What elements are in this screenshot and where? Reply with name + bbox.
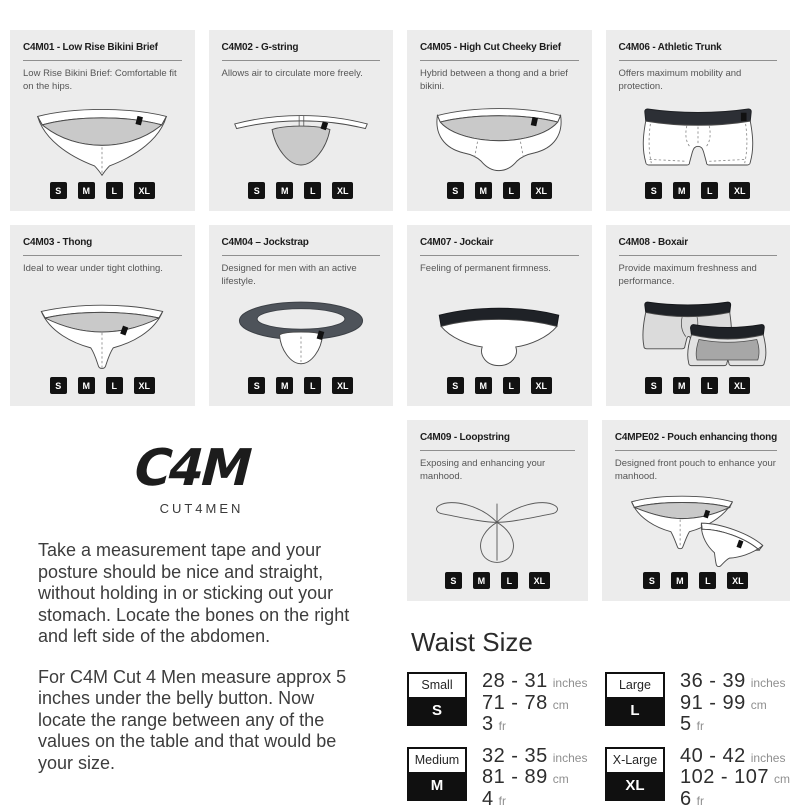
fr-value: 4	[482, 788, 494, 810]
cm-value: 91 - 99	[680, 692, 746, 714]
product-description: Provide maximum freshness and performance.	[619, 263, 778, 289]
product-card-c4m06	[606, 30, 791, 211]
unit-label: inches	[751, 751, 786, 765]
product-description: Low Rise Bikini Brief: Comfortable fit on the hips.	[23, 68, 182, 94]
size-chip-s: S	[447, 377, 464, 394]
size-chip-row	[23, 182, 182, 201]
jockstrap-illustration	[222, 290, 381, 374]
fr-value: 3	[482, 713, 494, 735]
product-title: C4M05 - High Cut Cheeky Brief	[420, 42, 579, 53]
size-entry-medium	[407, 747, 591, 811]
title-divider	[420, 255, 579, 256]
size-chip-m: M	[276, 377, 293, 394]
logo-wordmark: CUT4MEN	[10, 501, 393, 516]
size-chip-xl: XL	[729, 182, 750, 199]
product-title: C4M01 - Low Rise Bikini Brief	[23, 42, 182, 53]
size-entry-large	[605, 672, 790, 737]
low-rise-bikini-brief-illustration	[23, 95, 182, 179]
size-chip-xl: XL	[729, 377, 750, 394]
size-chip-m: M	[673, 182, 690, 199]
size-chip-l: L	[699, 572, 716, 589]
product-title: C4M09 - Loopstring	[420, 432, 575, 443]
title-divider	[420, 60, 579, 61]
size-chip-xl: XL	[531, 182, 552, 199]
unit-label: fr	[697, 794, 704, 808]
brand-logo	[10, 440, 393, 516]
product-description: Designed for men with an active lifestyle.	[222, 263, 381, 289]
athletic-trunk-illustration	[619, 95, 778, 179]
product-description: Ideal to wear under tight clothing.	[23, 263, 182, 289]
inches-value: 28 - 31	[482, 670, 548, 692]
loopstring-illustration	[420, 485, 575, 569]
measuring-instructions	[10, 540, 393, 774]
size-entry-xlarge	[605, 747, 790, 811]
product-card-c4mpe02	[602, 420, 790, 601]
size-chip-s: S	[50, 377, 67, 394]
size-name: Medium	[409, 749, 465, 772]
product-description: Hybrid between a thong and a brief bikini.	[420, 68, 579, 94]
jockair-illustration	[420, 290, 579, 374]
size-box-medium	[407, 747, 467, 801]
unit-label: cm	[553, 772, 569, 786]
g-string-illustration	[222, 95, 381, 179]
product-title: C4M07 - Jockair	[420, 237, 579, 248]
product-title: C4MPE02 - Pouch enhancing thong	[615, 432, 777, 443]
waist-size-section	[407, 627, 790, 811]
product-card-c4m01	[10, 30, 195, 211]
high-cut-cheeky-brief-illustration	[420, 95, 579, 179]
brand-and-instructions	[10, 420, 393, 811]
cm-value: 102 - 107	[680, 766, 769, 788]
size-chip-xl: XL	[727, 572, 748, 589]
size-chip-l: L	[503, 377, 520, 394]
size-chip-m: M	[276, 182, 293, 199]
size-chip-m: M	[475, 182, 492, 199]
title-divider	[420, 450, 575, 451]
size-box-xlarge	[605, 747, 665, 801]
unit-label: inches	[751, 676, 786, 690]
unit-label: fr	[697, 719, 704, 733]
unit-label: inches	[553, 676, 588, 690]
size-chip-l: L	[503, 182, 520, 199]
c4m-logo-icon	[107, 440, 297, 496]
bottom-section	[10, 420, 790, 811]
size-chip-xl: XL	[529, 572, 550, 589]
size-chip-row	[23, 377, 182, 396]
size-chip-s: S	[445, 572, 462, 589]
thong-illustration	[23, 290, 182, 374]
size-name: Large	[607, 674, 663, 697]
inches-value: 36 - 39	[680, 670, 746, 692]
size-chip-row	[619, 377, 778, 396]
size-chip-m: M	[473, 572, 490, 589]
product-description: Feeling of permanent firmness.	[420, 263, 579, 289]
title-divider	[222, 60, 381, 61]
boxair-illustration	[619, 290, 778, 374]
size-chip-s: S	[645, 182, 662, 199]
product-card-c4m03	[10, 225, 195, 406]
size-chip-l: L	[304, 182, 321, 199]
title-divider	[23, 60, 182, 61]
product-title: C4M03 - Thong	[23, 237, 182, 248]
unit-label: fr	[499, 794, 506, 808]
size-chip-row	[615, 572, 777, 591]
product-card-c4m04	[209, 225, 394, 406]
size-chip-xl: XL	[332, 182, 353, 199]
unit-label: cm	[751, 698, 767, 712]
size-name: Small	[409, 674, 465, 697]
size-box-large	[605, 672, 665, 726]
product-description: Allows air to circulate more freely.	[222, 68, 381, 94]
inches-value: 32 - 35	[482, 745, 548, 767]
product-grid-row3	[407, 420, 790, 601]
size-chip-row	[222, 182, 381, 201]
size-letter: M	[409, 772, 465, 799]
product-card-c4m07	[407, 225, 592, 406]
size-measurements	[482, 747, 587, 811]
fr-value: 5	[680, 713, 692, 735]
waist-size-title: Waist Size	[411, 627, 790, 658]
cm-value: 81 - 89	[482, 766, 548, 788]
unit-label: inches	[553, 751, 588, 765]
size-letter: L	[607, 697, 663, 724]
size-chip-row	[619, 182, 778, 201]
size-name: X-Large	[607, 749, 663, 772]
product-title: C4M04 – Jockstrap	[222, 237, 381, 248]
size-chip-l: L	[701, 182, 718, 199]
size-chip-xl: XL	[531, 377, 552, 394]
fr-value: 6	[680, 788, 692, 810]
size-chip-m: M	[673, 377, 690, 394]
size-chip-l: L	[701, 377, 718, 394]
size-chip-m: M	[671, 572, 688, 589]
product-description: Exposing and enhancing your manhood.	[420, 458, 575, 484]
size-chip-xl: XL	[332, 377, 353, 394]
size-chip-l: L	[106, 377, 123, 394]
size-chip-s: S	[248, 377, 265, 394]
unit-label: cm	[774, 772, 790, 786]
size-chip-row	[420, 182, 579, 201]
product-grid	[10, 30, 790, 406]
instruction-paragraph-1: Take a measurement tape and your posture should be nice and straight, without holding in or sticking out your stomach. Locate the bones on the right and left side of the abdomen.	[38, 540, 360, 648]
size-entry-small	[407, 672, 591, 737]
logo-text: C4M	[127, 440, 256, 496]
product-title: C4M02 - G-string	[222, 42, 381, 53]
product-card-c4m02	[209, 30, 394, 211]
title-divider	[619, 255, 778, 256]
size-measurements	[482, 672, 587, 737]
size-chip-row	[420, 377, 579, 396]
product-card-c4m05	[407, 30, 592, 211]
size-chip-s: S	[645, 377, 662, 394]
size-chip-m: M	[475, 377, 492, 394]
title-divider	[619, 60, 778, 61]
instruction-paragraph-2: For C4M Cut 4 Men measure approx 5 inches under the belly button. Now locate the range between any of the values on the table and that would be your size.	[38, 667, 360, 775]
size-chip-l: L	[501, 572, 518, 589]
title-divider	[23, 255, 182, 256]
right-column	[407, 420, 790, 811]
title-divider	[222, 255, 381, 256]
size-measurements	[680, 747, 790, 811]
product-description: Designed front pouch to enhance your manhood.	[615, 458, 777, 484]
pouch-enhancing-thong-illustration	[615, 485, 777, 569]
product-card-c4m08	[606, 225, 791, 406]
size-chip-row	[222, 377, 381, 396]
size-box-small	[407, 672, 467, 726]
size-chip-l: L	[106, 182, 123, 199]
size-chip-m: M	[78, 182, 95, 199]
product-title: C4M06 - Athletic Trunk	[619, 42, 778, 53]
size-chip-row	[420, 572, 575, 591]
unit-label: fr	[499, 719, 506, 733]
product-card-c4m09	[407, 420, 588, 601]
cm-value: 71 - 78	[482, 692, 548, 714]
size-measurements	[680, 672, 785, 737]
product-title: C4M08 - Boxair	[619, 237, 778, 248]
size-chip-xl: XL	[134, 377, 155, 394]
size-chip-s: S	[248, 182, 265, 199]
inches-value: 40 - 42	[680, 745, 746, 767]
size-letter: S	[409, 697, 465, 724]
size-chip-s: S	[643, 572, 660, 589]
size-chip-m: M	[78, 377, 95, 394]
waist-size-table	[407, 672, 790, 811]
size-chip-l: L	[304, 377, 321, 394]
size-chip-s: S	[50, 182, 67, 199]
title-divider	[615, 450, 777, 451]
size-letter: XL	[607, 772, 663, 799]
unit-label: cm	[553, 698, 569, 712]
size-chip-s: S	[447, 182, 464, 199]
size-chip-xl: XL	[134, 182, 155, 199]
product-description: Offers maximum mobility and protection.	[619, 68, 778, 94]
